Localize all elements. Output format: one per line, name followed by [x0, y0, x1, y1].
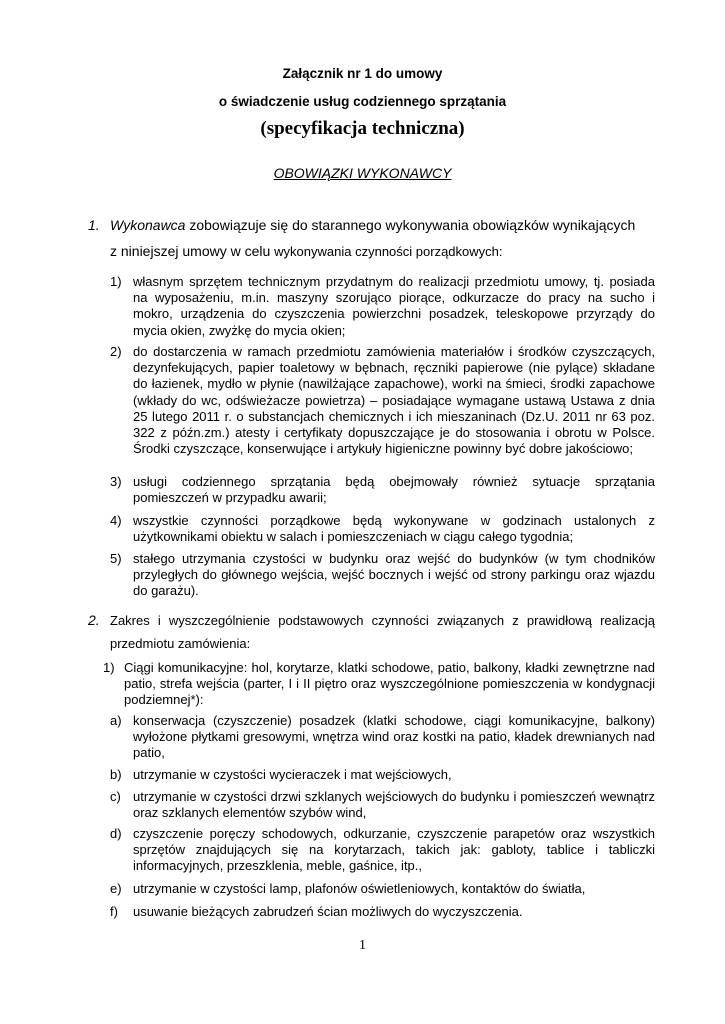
document-title: (specyfikacja techniczna) — [260, 118, 465, 139]
list-marker: 4) — [110, 513, 122, 528]
list-item: stałego utrzymania czystości w budynku oraz wejść do budynków (w tym chodników przyległych do głównego wejścia, wejść bocznych i wejść od strony parkingu oraz wjazdu do garażu). — [133, 551, 655, 599]
list-marker: d) — [110, 826, 122, 841]
list-marker: 5) — [110, 551, 122, 566]
attachment-title: Załącznik nr 1 do umowy — [282, 66, 443, 81]
list-marker: c) — [110, 789, 121, 804]
section-1-line-2-a: z niniejszej umowy w celu — [110, 243, 275, 259]
section-2-number: 2. — [88, 612, 100, 628]
list-marker: 1) — [103, 660, 115, 675]
list-item: utrzymanie w czystości wycieraczek i mat wejściowych, — [133, 767, 452, 782]
list-marker: b) — [110, 767, 122, 782]
contract-subject: o świadczenie usług codziennego sprzątania — [218, 94, 507, 109]
list-item: utrzymanie w czystości lamp, plafonów oświetleniowych, kontaktów do światła, — [133, 881, 586, 896]
list-marker: 2) — [110, 344, 122, 359]
list-marker: e) — [110, 881, 122, 896]
list-marker: 3) — [110, 474, 122, 489]
list-marker: 1) — [110, 274, 122, 289]
list-item: czyszczenie poręczy schodowych, odkurzanie, czyszczenie parapetów oraz wszystkich sprzętów znajdujących się na korytarzach, takich jak: gabloty, tablice i tabliczki informacyjnych, przeszklenia, meble, gaśnice, itp., — [133, 826, 655, 874]
list-item: własnym sprzętem technicznym przydatnym do realizacji przedmiotu umowy, tj. posiada na wyposażeniu, m.in. maszyny szorująco piorące, odkurzacze do pracy na sucho i mokro, urządzenia do czyszczenia powierzchni posadzek, teleskopowe przyrządy do mycia okien, zwyżkę do mycia okien; — [133, 274, 655, 338]
section-2-line-1: Zakres i wyszczególnienie podstawowych czynności związanych z prawidłową realizacją — [110, 613, 655, 628]
section-2-line-2: przedmiotu zamówienia: — [110, 636, 251, 651]
list-marker: f) — [110, 904, 118, 919]
section-1-number: 1. — [88, 217, 100, 233]
list-item: usuwanie bieżących zabrudzeń ścian możliwych do wyczyszczenia. — [133, 904, 523, 919]
list-item: konserwacja (czyszczenie) posadzek (klatki schodowe, ciągi komunikacyjne, balkony) wyłożone płytkami gresowymi, wnętrza wind oraz kostki na patio, kładek drewnianych nad patio, — [133, 713, 655, 761]
page-number: 1 — [359, 938, 366, 953]
list-marker: a) — [110, 713, 122, 728]
section-1-line-2 — [110, 243, 503, 259]
list-item: utrzymanie w czystości drzwi szklanych wejściowych do budynku i pomieszczeń wewnątrz oraz szklanych elementów szybów wind, — [133, 789, 655, 821]
section-1-line-2-b: wykonywania czynności porządkowych: — [274, 244, 503, 259]
section-1-line-1 — [110, 217, 635, 233]
list-item: do dostarczenia w ramach przedmiotu zamówienia materiałów i środków czyszczących, dezynfekujących, papier toaletowy w bębnach, ręczniki papierowe (nie pylące) składane do łazienek, mydło w płynie (nawilżające zapachowe), worki na śmieci, środki zapachowe (wkłady do wc, odświeżacze powietrza) – posiadające wymagane ustawą Ustawa z dnia 25 lutego 2011 r. o substancjach chemicznych i ich mieszaninach (Dz.U. 2011 nr 63 poz. 322 z późn.zm.) atesty i certyfikaty dopuszczające je do stosowania i obrotu w Polsce. Środki czyszczące, konserwujące i artykuły higieniczne powinny być dobre jakościowo; — [133, 344, 655, 457]
list-item: Ciągi komunikacyjne: hol, korytarze, klatki schodowe, patio, balkony, kładki zewnętrzne nad patio, strefa wejścia (parter, I i II piętro oraz wyszczególnione pomieszczenia w kondygnacji podziemnej*): — [124, 660, 655, 708]
section-1-line-1-rest: zobowiązuje się do starannego wykonywania obowiązków wynikających — [185, 217, 636, 233]
section-heading: OBOWIĄZKI WYKONAWCY — [273, 165, 452, 181]
list-item: usługi codziennego sprzątania będą obejmowały również sytuacje sprzątania pomieszczeń w przypadku awarii; — [133, 474, 655, 506]
list-item: wszystkie czynności porządkowe będą wykonywane w godzinach ustalonych z użytkownikami obiektu w salach i pomieszczeniach w ciągu całego tygodnia; — [133, 513, 655, 545]
section-1-italic-word: Wykonawca — [110, 217, 186, 233]
